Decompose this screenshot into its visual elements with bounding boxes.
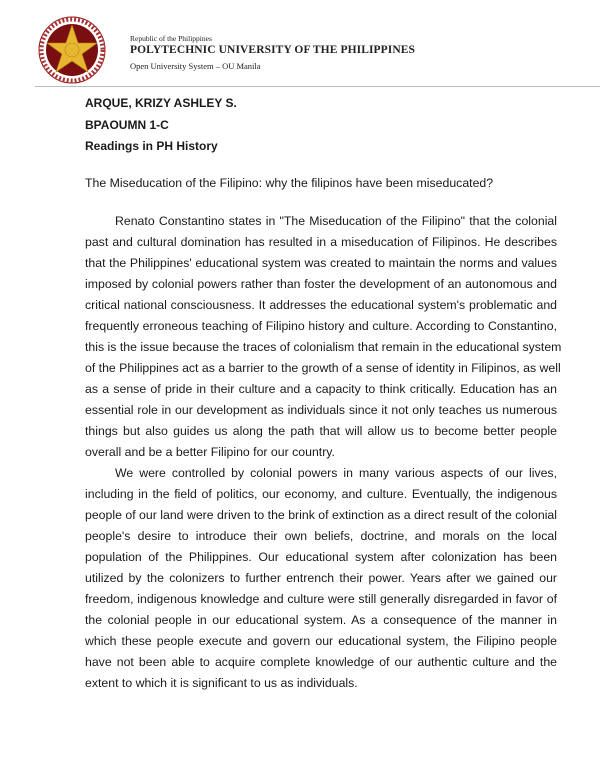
university-name: POLYTECHNIC UNIVERSITY OF THE PHILIPPINES (130, 44, 416, 56)
paragraph-line: frequently erroneous teaching of Filipino history and culture. According to Constantino, (85, 319, 557, 333)
paragraph-line: people's desire to introduce their own beliefs, doctrine, and morals on the local (85, 529, 557, 543)
paragraph-line: Renato Constantino states in "The Miseducation of the Filipino" that the colonial (115, 214, 557, 228)
paragraph-line: that the Philippines' educational system was created to maintain the norms and values (85, 256, 557, 270)
paragraph-line: freedom, indigenous knowledge and culture were still generally disregarded in favor of (85, 592, 557, 606)
university-seal-logo (38, 16, 106, 84)
paragraph-line: have not been able to acquire complete knowledge of our authentic culture and the (85, 655, 557, 669)
paragraph-line: overall and be a better Filipino for our country. (85, 445, 335, 459)
header-divider (35, 86, 600, 87)
student-name: ARQUE, KRIZY ASHLEY S. (85, 96, 237, 110)
paragraph-line: imposed by colonial powers rather than foster the development of an autonomous and (85, 277, 557, 291)
paragraph-line: including in the field of politics, our economy, and culture. Eventually, the indigenous (85, 487, 557, 501)
paragraph-line: people of our land were driven to the brink of extinction as a direct result of the colonial (85, 508, 557, 522)
paragraph-line: things but also guides us along the path that will allow us to become better people (85, 424, 557, 438)
campus-label: Open University System – OU Manila (130, 61, 261, 71)
paragraph-line: the colonial people in our educational system. As a consequence of the manner in (85, 613, 557, 627)
paragraph-line: this is the issue because the traces of colonialism that remain in the educational system (85, 340, 562, 354)
paragraph-line: We were controlled by colonial powers in many various aspects of our lives, (115, 466, 557, 480)
paragraph-line: of the Philippines act as a barrier to the growth of a sense of identity in Filipinos, as well (85, 361, 561, 375)
student-section: BPAOUMN 1-C (85, 118, 169, 132)
paragraph-line: as a sense of pride in their culture and a capacity to think critically. Education has an (85, 382, 557, 396)
paragraph-line: utilized by the colonizers to further entrench their power. Years after we gained our (85, 571, 557, 585)
essay-title: The Miseducation of the Filipino: why the filipinos have been miseducated? (85, 176, 494, 190)
republic-label: Republic of the Philippines (130, 34, 212, 43)
paragraph-line: which these people execute and govern our educational system, the Filipino people (85, 634, 557, 648)
paragraph-line: essential role in our development as individuals since it not only teaches us numerous (85, 403, 557, 417)
paragraph-line: critical national consciousness. It addresses the educational system's problematic and (85, 298, 557, 312)
paragraph-line: extent to which it is significant to us as individuals. (85, 676, 358, 690)
paragraph-line: past and cultural domination has resulted in a miseducation of Filipinos. He describes (85, 235, 557, 249)
subject-name: Readings in PH History (85, 139, 218, 153)
paragraph-line: population of the Philippines. Our educational system after colonization has been (85, 550, 557, 564)
